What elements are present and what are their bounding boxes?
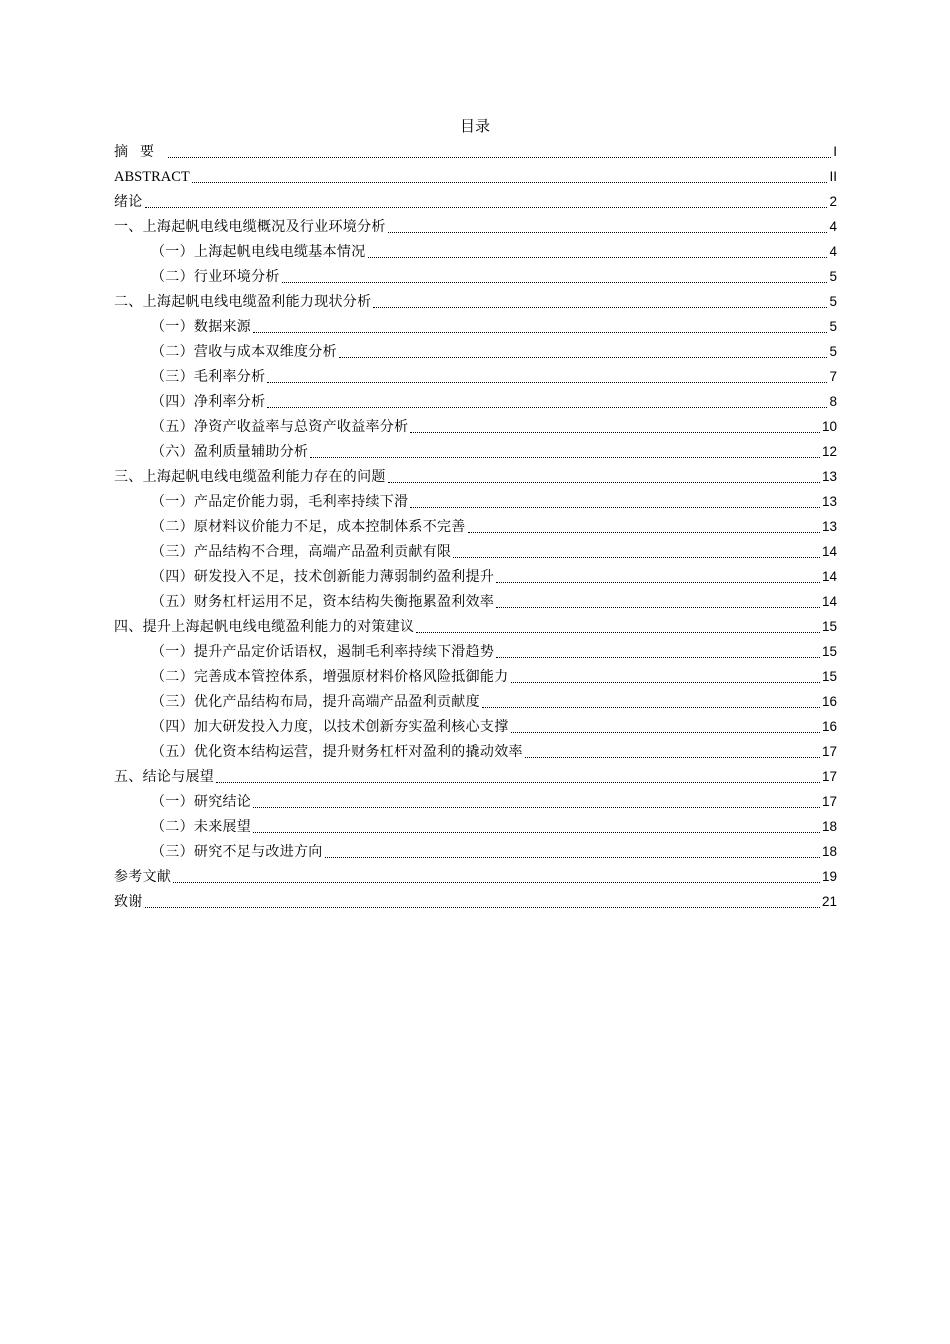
toc-entry-page-number: 4 [829,244,837,259]
toc-entry-page-number: 4 [829,219,837,234]
toc-dot-leader [145,207,828,208]
toc-entry[interactable] [114,638,837,663]
toc-entry[interactable] [114,488,837,513]
toc-dot-leader [325,857,820,858]
toc-entry[interactable] [114,363,837,388]
toc-entry[interactable] [114,413,837,438]
toc-dot-leader [416,632,820,633]
toc-entry[interactable] [114,338,837,363]
toc-entry-label: （六）盈利质量辅助分析 [151,444,309,460]
toc-entry[interactable] [114,563,837,588]
toc-entry[interactable] [114,288,837,313]
toc-entry-label: 摘要 [114,144,166,160]
toc-entry-label: （三）研究不足与改进方向 [151,844,323,860]
toc-entry[interactable] [114,388,837,413]
toc-dot-leader [410,432,820,433]
toc-entry-page-number: 8 [829,394,837,409]
toc-entry[interactable] [114,888,837,913]
toc-entry-page-number: 5 [829,344,837,359]
toc-entry[interactable] [114,863,837,888]
toc-entry[interactable] [114,838,837,863]
toc-entry[interactable] [114,213,837,238]
toc-entry-label: 四、提升上海起帆电线电缆盈利能力的对策建议 [114,619,415,635]
toc-entry[interactable] [114,688,837,713]
toc-entry-label: （五）优化资本结构运营，提升财务杠杆对盈利的撬动效率 [151,744,523,760]
toc-dot-leader [216,782,820,783]
toc-entry-page-number: 16 [821,694,837,709]
toc-entry-label: 参考文献 [114,869,172,885]
toc-entry-label: （一）数据来源 [151,319,252,335]
toc-entry[interactable] [114,613,837,638]
toc-entry-page-number: 15 [821,619,837,634]
toc-entry-label: （二）原材料议价能力不足，成本控制体系不完善 [151,519,466,535]
toc-dot-leader [145,907,820,908]
toc-entry-page-number: 13 [821,519,837,534]
toc-entry-page-number: 21 [821,894,837,909]
toc-dot-leader [339,357,828,358]
toc-entry-label: ABSTRACT [114,169,190,185]
toc-entry-label: 二、上海起帆电线电缆盈利能力现状分析 [114,294,372,310]
toc-dot-leader [267,407,827,408]
toc-dot-leader [310,457,820,458]
toc-entry-page-number: 5 [829,319,837,334]
toc-entry-label: （四）加大研发投入力度，以技术创新夯实盈利核心支撑 [151,719,509,735]
toc-dot-leader [388,232,828,233]
toc-entry[interactable] [114,463,837,488]
toc-entry-page-number: I [833,144,837,159]
toc-entry-page-number: 14 [821,594,837,609]
toc-entry-page-number: 2 [829,194,837,209]
toc-entry-page-number: 17 [821,769,837,784]
toc-entry[interactable] [114,313,837,338]
toc-entry-page-number: 5 [829,269,837,284]
toc-entry-label: （三）毛利率分析 [151,369,266,385]
toc-dot-leader [482,707,820,708]
toc-entry-page-number: 18 [821,844,837,859]
toc-entry-page-number: 18 [821,819,837,834]
toc-entry-label: 致谢 [114,894,143,910]
toc-dot-leader [468,532,820,533]
toc-dot-leader [496,607,820,608]
toc-entry-page-number: 17 [821,794,837,809]
toc-dot-leader [267,382,827,383]
toc-entry-label: （三）产品结构不合理，高端产品盈利贡献有限 [151,544,452,560]
toc-title: 目录 [459,117,490,135]
toc-entry[interactable] [114,538,837,563]
toc-entry[interactable] [114,238,837,263]
toc-entry-label: 五、结论与展望 [114,769,215,785]
toc-entry-page-number: 15 [821,669,837,684]
toc-dot-leader [511,682,820,683]
toc-entry-page-number: 14 [821,544,837,559]
toc-entry-label: （五）净资产收益率与总资产收益率分析 [151,419,409,435]
toc-dot-leader [282,282,828,283]
toc-dot-leader [496,657,820,658]
toc-entry-page-number: 17 [821,744,837,759]
toc-dot-leader [173,882,820,883]
toc-dot-leader [368,257,828,258]
toc-entry-label: （二）营收与成本双维度分析 [151,344,337,360]
toc-entry[interactable] [114,588,837,613]
toc-entry-label: 绪论 [114,194,143,210]
toc-entry[interactable] [114,138,837,163]
toc-entry[interactable] [114,738,837,763]
toc-entry-label: （三）优化产品结构布局，提升高端产品盈利贡献度 [151,694,480,710]
toc-entry-label: （一）提升产品定价话语权，遏制毛利率持续下滑趋势 [151,644,495,660]
toc-entry[interactable] [114,788,837,813]
toc-entry[interactable] [114,813,837,838]
toc-dot-leader [168,157,831,158]
toc-entry[interactable] [114,188,837,213]
toc-dot-leader [511,732,820,733]
toc-dot-leader [388,482,820,483]
toc-entry-page-number: 7 [829,369,837,384]
toc-entry-page-number: 10 [821,419,837,434]
toc-entry-label: （二）未来展望 [151,819,252,835]
toc-entry-label: （一）上海起帆电线电缆基本情况 [151,244,366,260]
toc-entry-page-number: 16 [821,719,837,734]
toc-entry-label: （四）净利率分析 [151,394,266,410]
toc-dot-leader [253,332,827,333]
toc-dot-leader [453,557,820,558]
toc-entry-page-number: 13 [821,494,837,509]
toc-entry[interactable] [114,513,837,538]
toc-entry-page-number: 13 [821,469,837,484]
toc-entry[interactable] [114,663,837,688]
toc-entry[interactable] [114,438,837,463]
toc-entry-page-number: 19 [821,869,837,884]
toc-dot-leader [410,507,820,508]
toc-dot-leader [253,832,820,833]
table-of-contents [114,138,837,913]
toc-entry-label: （五）财务杠杆运用不足，资本结构失衡拖累盈利效率 [151,594,495,610]
toc-entry[interactable] [114,713,837,738]
toc-entry-page-number: 12 [821,444,837,459]
toc-entry-label: 一、上海起帆电线电缆概况及行业环境分析 [114,219,386,235]
toc-entry-label: 三、上海起帆电线电缆盈利能力存在的问题 [114,469,386,485]
toc-entry-page-number: 15 [821,644,837,659]
toc-entry-label: （二）完善成本管控体系，增强原材料价格风险抵御能力 [151,669,509,685]
toc-entry-label: （四）研发投入不足，技术创新能力薄弱制约盈利提升 [151,569,495,585]
toc-entry-label: （一）产品定价能力弱，毛利率持续下滑 [151,494,409,510]
toc-entry[interactable] [114,763,837,788]
toc-dot-leader [192,182,828,183]
toc-entry-label: （二）行业环境分析 [151,269,280,285]
toc-dot-leader [253,807,820,808]
toc-entry-page-number: 14 [821,569,837,584]
toc-dot-leader [373,307,827,308]
toc-dot-leader [525,757,820,758]
toc-entry-page-number: II [829,169,837,184]
toc-entry[interactable] [114,163,837,188]
toc-entry-label: （一）研究结论 [151,794,252,810]
toc-entry-page-number: 5 [829,294,837,309]
toc-dot-leader [496,582,820,583]
toc-entry[interactable] [114,263,837,288]
